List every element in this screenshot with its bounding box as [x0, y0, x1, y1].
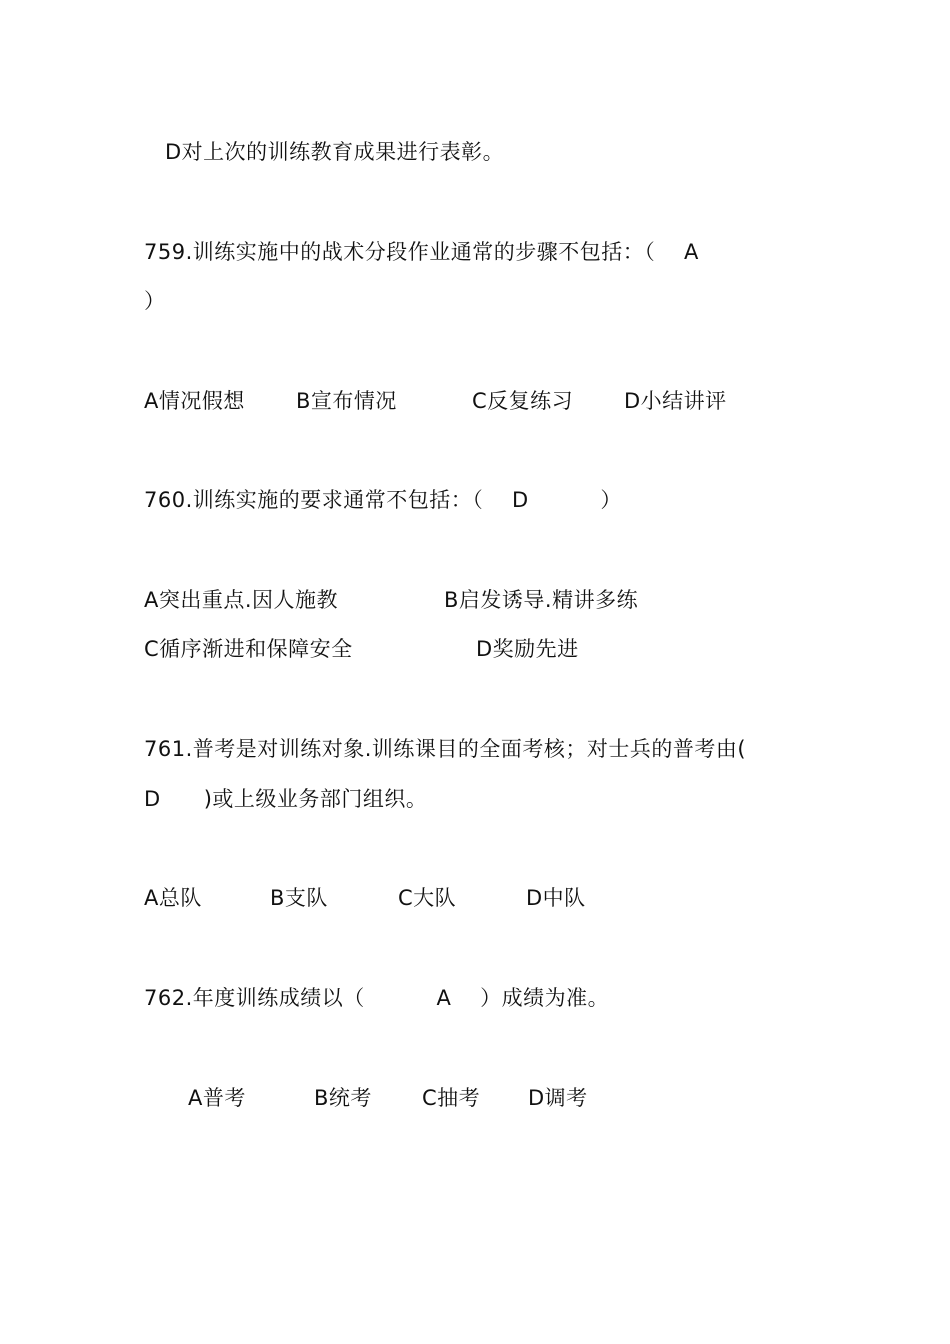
question-759-option-b: B宣布情况 [296, 389, 397, 413]
prev-question-option-d: D对上次的训练教育成果进行表彰。 [165, 140, 505, 164]
question-762-option-a: A普考 [188, 1086, 246, 1110]
question-759-option-a: A情况假想 [144, 389, 245, 413]
question-760-option-c: C循序渐进和保障安全 [144, 637, 353, 661]
question-761-text: 761.普考是对训练对象.训练课目的全面考核；对士兵的普考由( [144, 737, 747, 761]
question-760-option-b: B启发诱导.精讲多练 [444, 588, 639, 612]
question-760-option-d: D奖励先进 [476, 637, 579, 661]
question-759-option-c: C反复练习 [472, 389, 574, 413]
question-762-option-d: D调考 [528, 1086, 588, 1110]
question-760-option-a: A突出重点.因人施教 [144, 588, 339, 612]
question-761-option-b: B支队 [270, 886, 328, 910]
question-761-text-cont: D )或上级业务部门组织。 [144, 787, 428, 811]
question-759-text: 759.训练实施中的战术分段作业通常的步骤不包括：（ A [144, 240, 699, 264]
question-761-option-c: C大队 [398, 886, 457, 910]
question-761-option-a: A总队 [144, 886, 202, 910]
question-762-option-b: B统考 [314, 1086, 372, 1110]
question-762-option-c: C抽考 [422, 1086, 481, 1110]
question-759-text-cont: ） [144, 289, 166, 313]
question-759-option-d: D小结讲评 [624, 389, 727, 413]
question-761-option-d: D中队 [526, 886, 586, 910]
question-760-text: 760.训练实施的要求通常不包括：（ D ） [144, 488, 622, 512]
question-762-text: 762.年度训练成绩以（ A ）成绩为准。 [144, 986, 610, 1010]
